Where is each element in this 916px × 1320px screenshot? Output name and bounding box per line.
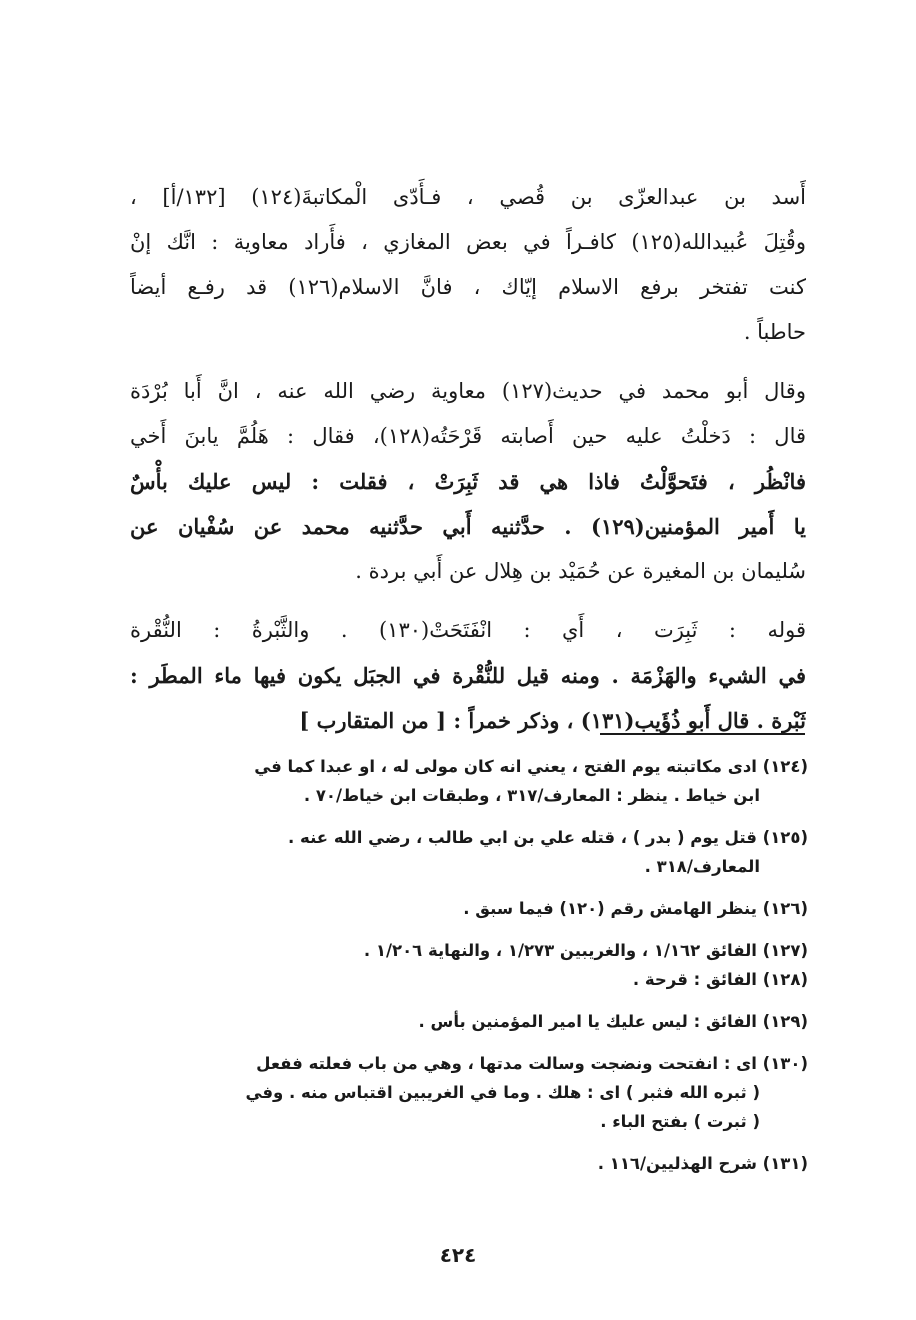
text-line: وقُتِلَ عُبيدالله(١٢٥) كافـراً في بعض المغازي ، فأَراد معاوية : انَّك إنْ [130,230,806,254]
footnote-line: (١٢٨) الفائق : قرحة . [632,970,808,989]
footnote-128 [158,965,808,994]
paragraph-3 [130,608,806,743]
text-line: فانْظُر ، فتَحوَّلْتُ فاذا هي قد ثَبِرَتْ ، فقلت : ليس عليك بأْسٌ [130,469,806,494]
footnote-line: (١٢٧) الفائق ١/١٦٢ ، والغريبين ١/٢٧٣ ، والنهاية ١/٢٠٦ . [363,941,808,960]
footnote-124 [158,752,808,810]
footnotes [158,752,808,1191]
paragraph-2 [130,369,806,594]
footnote-line: (١٢٩) الفائق : ليس عليك يا امير المؤمنين بأس . [418,1012,808,1031]
text-line: سُليمان بن المغيرة عن حُمَيْد بن هِلال عن أَبي بردة . [355,559,806,583]
footnote-130 [158,1049,808,1136]
footnote-129 [158,1007,808,1036]
text-line: في الشيء والهَزْمَة . ومنه قيل للنُّقْرة في الجبَل يكون فيها ماء المطَر : [130,663,806,688]
text-line: أَسد بن عبدالعزّى بن قُصي ، فـأَدّى الْمكاتبةَ(١٢٤) [١٣٢/أ] ، [130,185,806,209]
footnote-125 [158,823,808,881]
footnote-line: (١٢٤) ادى مكاتبته يوم الفتح ، يعني انه كان مولى له ، او عبدا كما في [254,757,808,776]
text-line: قال : دَخلْتُ عليه حين أَصابته قَرْحَتُه(١٢٨)، فقال : هَلُمَّ يابنَ أَخي [130,424,806,448]
text-line: وقال أبو محمد في حديث(١٢٧) معاوية رضي الله عنه ، انَّ أَبا بُرْدَة [130,379,806,403]
page-number: ٤٢٤ [439,1243,477,1267]
footnote-line: ابن خياط . ينظر : المعارف/٣١٧ ، وطبقات ابن خياط/٧٠ . [303,786,760,805]
text-line: قوله : ثَبِرَت ، أَي : انْفَتَحَتْ(١٣٠) . والثَّبْرةُ : النُّقْرة [130,618,806,642]
text-line: يا أَمير المؤمنين(١٢٩) . حدَّثنيه أَبي حدَّثنيه محمد عن سُفْيان عن [130,514,806,539]
footnote-line: (١٣٠) اى : انفتحت ونضجت وسالت مدتها ، وهي من باب فعلته ففعل [256,1054,808,1073]
text-line: حاطباً . [743,320,806,344]
footnote-line: ( ثبره الله فثبر ) اى : هلك . وما في الغريبين اقتباس منه . وفي [245,1083,760,1102]
footnote-126 [158,894,808,923]
footnote-divider [600,733,805,735]
main-text [130,175,806,757]
paragraph-1 [130,175,806,355]
footnote-line: ( ثبرت ) بفتح الباء . [600,1112,760,1131]
footnote-line: المعارف/٣١٨ . [644,857,760,876]
footnote-line: (١٢٥) قتل يوم ( بدر ) ، قتله علي بن ابي طالب ، رضي الله عنه . [288,828,808,847]
footnote-131 [158,1149,808,1178]
footnote-line: (١٢٦) ينظر الهامش رقم (١٢٠) فيما سبق . [463,899,808,918]
text-line: ثَبْرة . قال أَبو ذُؤَيب(١٣١) ، وذكر خمراً : [ من المتقارب ] [299,708,806,733]
text-line: كنت تفتخر برفع الاسلام إيّاك ، فانَّ الاسلام(١٢٦) قد رفـع أيضاً [130,275,806,299]
footnote-line: (١٣١) شرح الهذليين/١١٦ . [597,1154,808,1173]
footnote-127 [158,936,808,965]
